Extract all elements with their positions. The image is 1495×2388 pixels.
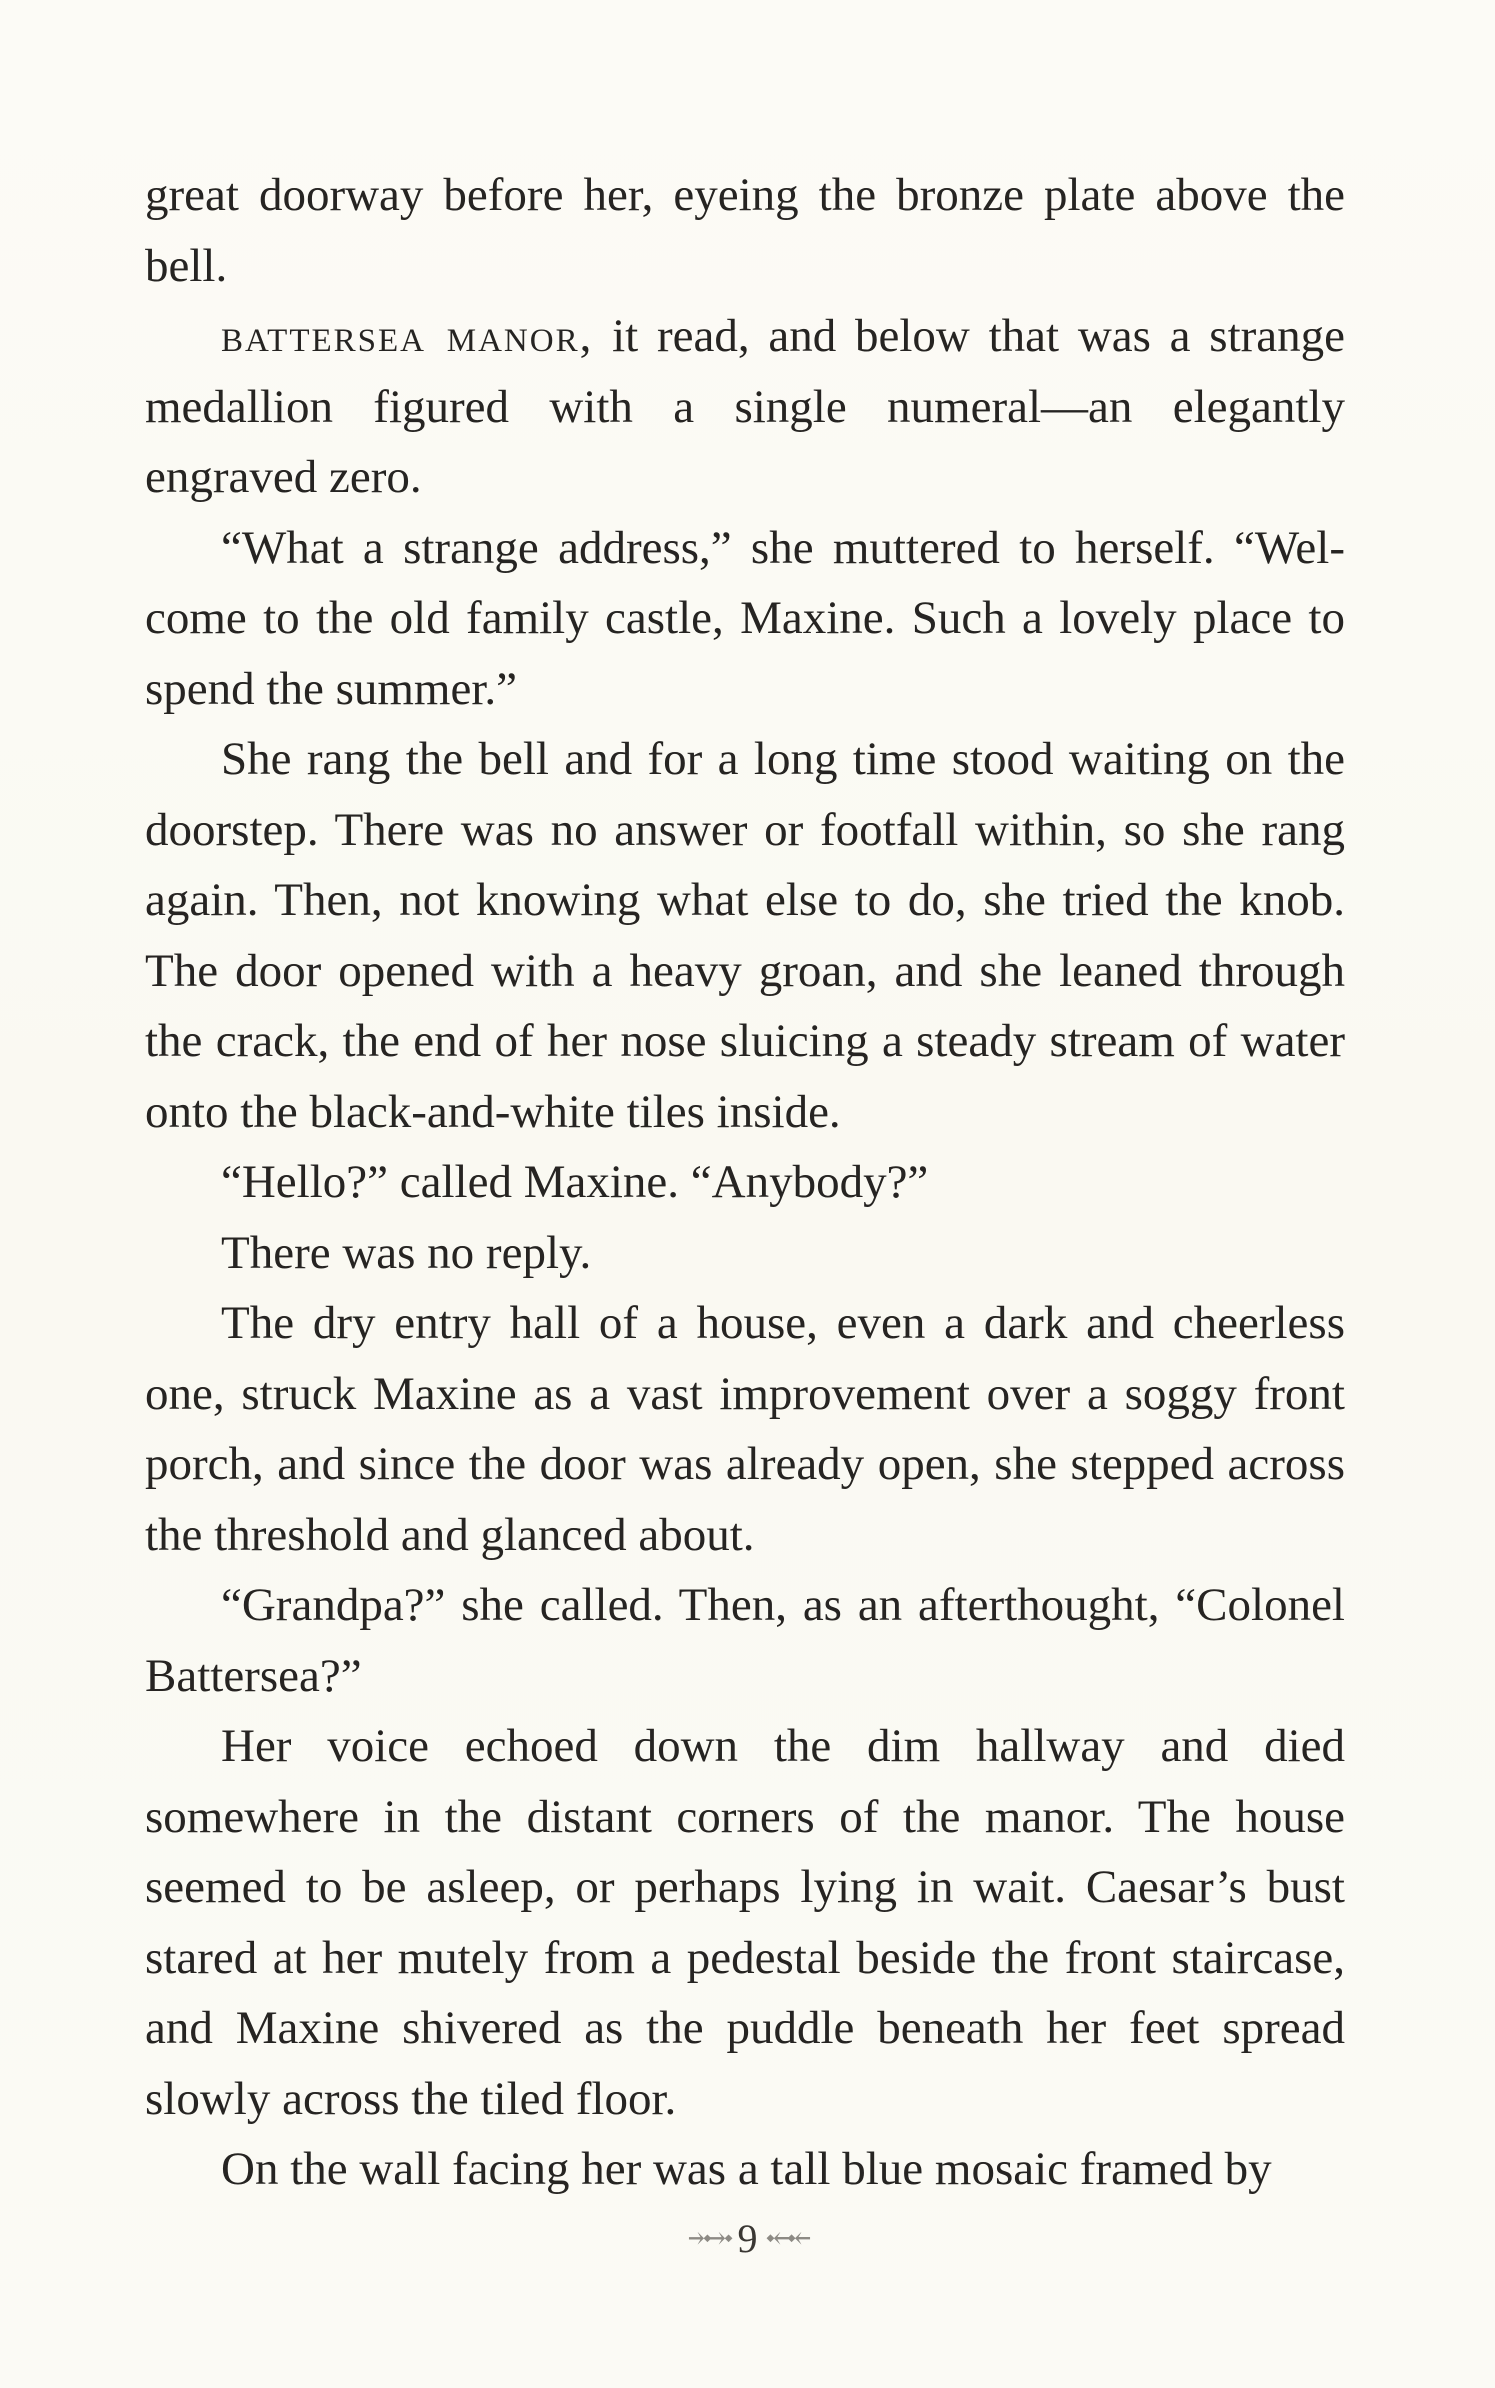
page-footer	[0, 2208, 1495, 2268]
paragraph-1: great doorway before her, eyeing the bronze plate above the bell.	[145, 169, 1345, 292]
body-text	[145, 160, 1345, 2205]
manor-name: battersea manor,	[221, 310, 594, 362]
paragraph-4: She rang the bell and for a long time stood waiting on the doorstep. There was no answer or footfall within, so she rang again. Then, not knowing what else to do, she tried the knob. The door opened with a heavy groan, and she leaned through the crack, the end of her nose sluicing a steady stream of water onto the black-and-white tiles inside.	[145, 733, 1345, 1138]
paragraph-3: “What a strange address,” she muttered to herself. “Welcome to the old family castle, Maxine. Such a lovely place to spend the summer.”	[145, 521, 1345, 715]
paragraph-2-text: it read, and below that was a strange medallion figured with a single numeral—an elegantly engraved zero.	[145, 310, 1346, 503]
paragraph-10: On the wall facing her was a tall blue mosaic framed by	[221, 2143, 1272, 2195]
paragraph-5: “Hello?” called Maxine. “Anybody?”	[221, 1156, 929, 1208]
left-ornament-icon: ⤞⤞	[687, 2221, 730, 2255]
paragraph-2	[145, 301, 1345, 513]
right-ornament-icon: ⤝⤝	[765, 2221, 808, 2255]
paragraph-6: There was no reply.	[221, 1226, 592, 1279]
paragraph-8: “Grandpa?” she called. Then, as an afterthought, “Colonel Battersea?”	[145, 1579, 1345, 1702]
paragraph-7: The dry entry hall of a house, even a dark and cheerless one, struck Maxine as a vast improvement over a soggy front porch, and since the door was already open, she stepped across the threshold and glanced about.	[145, 1297, 1345, 1561]
page-number: 9	[737, 2215, 758, 2261]
paragraph-9: Her voice echoed down the dim hallway and died somewhere in the distant corners of the manor. The house seemed to be asleep, or perhaps lying in wait. Caesar’s bust stared at her mutely from a pedestal beside the front staircase, and Maxine shivered as the puddle beneath her feet spread slowly across the tiled floor.	[145, 1720, 1345, 2125]
